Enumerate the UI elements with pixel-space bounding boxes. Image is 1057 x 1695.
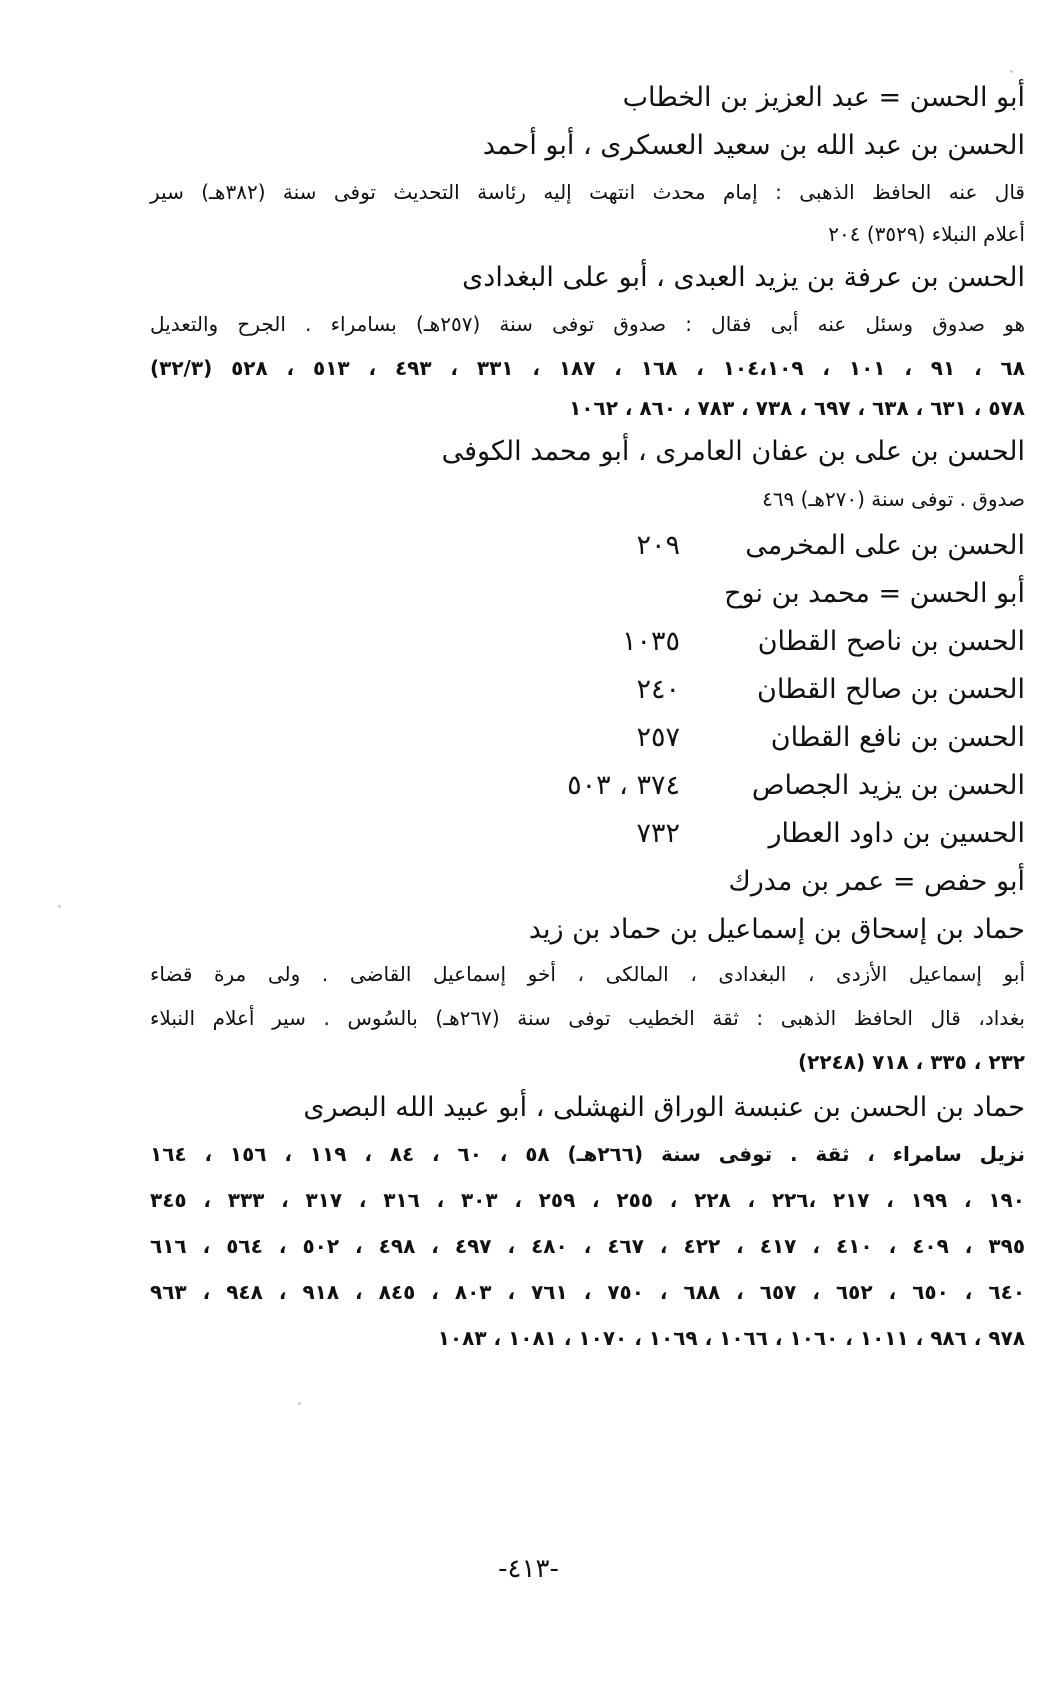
body-hammad-ishaq-line2: بغداد، قال الحافظ الذهبى : ثقة الخطيب توفى سنة (٢٦٧هـ) بالسُوس . سير أعلام النبلاء <box>150 1006 1025 1030</box>
entry-name: الحسن بن على المخرمى <box>745 530 1025 561</box>
entry-num: ٧٣٢ <box>636 818 680 849</box>
entry-num: ٢٥٧ <box>636 722 680 753</box>
body-askari-line1: قال عنه الحافظ الذهبى : إمام محدث انتهت إليه رئاسة التحديث توفى سنة (٣٨٢هـ) سير <box>150 180 1025 204</box>
body-hammad-hasan-refs3: ٦٤٠ ، ٦٥٠ ، ٦٥٢ ، ٦٥٧ ، ٦٨٨ ، ٧٥٠ ، ٧٦١ ، ٨٠٣ ، ٨٤٥ ، ٩١٨ ، ٩٤٨ ، ٩٦٣ <box>150 1280 1026 1304</box>
heading-abu-hasan-abdulaziz: أبو الحسن = عبد العزيز بن الخطاب <box>622 82 1025 113</box>
page-number: -٤١٣- <box>498 1554 559 1584</box>
entry-name: الحسين بن داود العطار <box>768 818 1025 849</box>
body-hammad-ishaq-refs: (٢٢٤٨) ٢٣٢ ، ٣٣٥ ، ٧١٨ <box>797 1050 1025 1074</box>
entry-name: الحسن بن يزيد الجصاص <box>751 770 1025 801</box>
body-affan: صدوق . توفى سنة (٢٧٠هـ) ٤٦٩ <box>762 487 1025 511</box>
scan-speck <box>1010 70 1013 73</box>
heading-hammad-ishaq: حماد بن إسحاق بن إسماعيل بن حماد بن زيد <box>528 914 1025 945</box>
entry-name: الحسن بن نافع القطان <box>770 722 1025 753</box>
body-arafa-line1: هو صدوق وسئل عنه أبى فقال : صدوق توفى سنة (٢٥٧هـ) بسامراء . الجرح والتعديل <box>150 312 1025 336</box>
entry-num: ١٠٣٥ <box>621 626 680 657</box>
body-hammad-hasan-refs4: ٩٧٨ ، ٩٨٦ ، ١٠١١ ، ١٠٦٠ ، ١٠٦٦ ، ١٠٦٩ ، ١٠٧٠ ، ١٠٨١ ، ١٠٨٣ <box>437 1326 1025 1350</box>
entry-name: الحسن بن ناصح القطان <box>757 626 1025 657</box>
heading-hasan-askari: الحسن بن عبد الله بن سعيد العسكرى ، أبو أحمد <box>482 130 1025 161</box>
entry-num: ٣٧٤ ، ٥٠٣ <box>567 770 680 801</box>
body-arafa-refs2: ٥٧٨ ، ٦٣١ ، ٦٣٨ ، ٦٩٧ ، ٧٣٨ ، ٧٨٣ ، ٨٦٠ ، ١٠٦٢ <box>569 396 1025 420</box>
heading-hasan-ali-affan: الحسن بن على بن عفان العامرى ، أبو محمد الكوفى <box>441 436 1025 467</box>
heading-hammad-hasan: حماد بن الحسن بن عنبسة الوراق النهشلى ، أبو عبيد الله البصرى <box>303 1092 1025 1123</box>
body-hammad-ishaq-line1: أبو إسماعيل الأزدى ، البغدادى ، المالكى ، أخو إسماعيل القاضى . ولى مرة قضاء <box>150 962 1025 986</box>
heading-abu-hafs: أبو حفص = عمر بن مدرك <box>728 866 1025 897</box>
body-askari-line2: أعلام النبلاء (٣٥٢٩) ٢٠٤ <box>828 222 1025 246</box>
body-hammad-hasan-refs1: ١٩٠ ، ١٩٩ ، ٢١٧ ،٢٢٦ ، ٢٢٨ ، ٢٥٥ ، ٢٥٩ ، ٣٠٣ ، ٣١٦ ، ٣١٧ ، ٣٣٣ ، ٣٤٥ <box>150 1188 1025 1212</box>
entry-name: الحسن بن صالح القطان <box>756 674 1025 705</box>
heading-hasan-arafa: الحسن بن عرفة بن يزيد العبدى ، أبو على البغدادى <box>462 262 1025 293</box>
scan-speck <box>298 1402 301 1405</box>
heading-abu-hasan-nuh: أبو الحسن = محمد بن نوح <box>724 578 1025 609</box>
body-arafa-refs1: (٣٢/٣) ٦٨ ، ٩١ ، ١٠١ ، ١٠٤،١٠٩ ، ١٦٨ ، ١٨٧ ، ٣٣١ ، ٤٩٣ ، ٥١٣ ، ٥٢٨ <box>150 356 1025 380</box>
scan-speck <box>58 905 61 908</box>
entry-num: ٢٠٩ <box>636 530 680 561</box>
entry-num: ٢٤٠ <box>636 674 680 705</box>
body-hammad-hasan-line1: نزيل سامراء ، ثقة . توفى سنة (٢٦٦هـ) ٥٨ ، ٦٠ ، ٨٤ ، ١١٩ ، ١٥٦ ، ١٦٤ <box>150 1142 1025 1166</box>
body-hammad-hasan-refs2: ٣٩٥ ، ٤٠٩ ، ٤١٠ ، ٤١٧ ، ٤٢٢ ، ٤٦٧ ، ٤٨٠ ، ٤٩٧ ، ٤٩٨ ، ٥٠٢ ، ٥٦٤ ، ٦١٦ <box>150 1234 1026 1258</box>
